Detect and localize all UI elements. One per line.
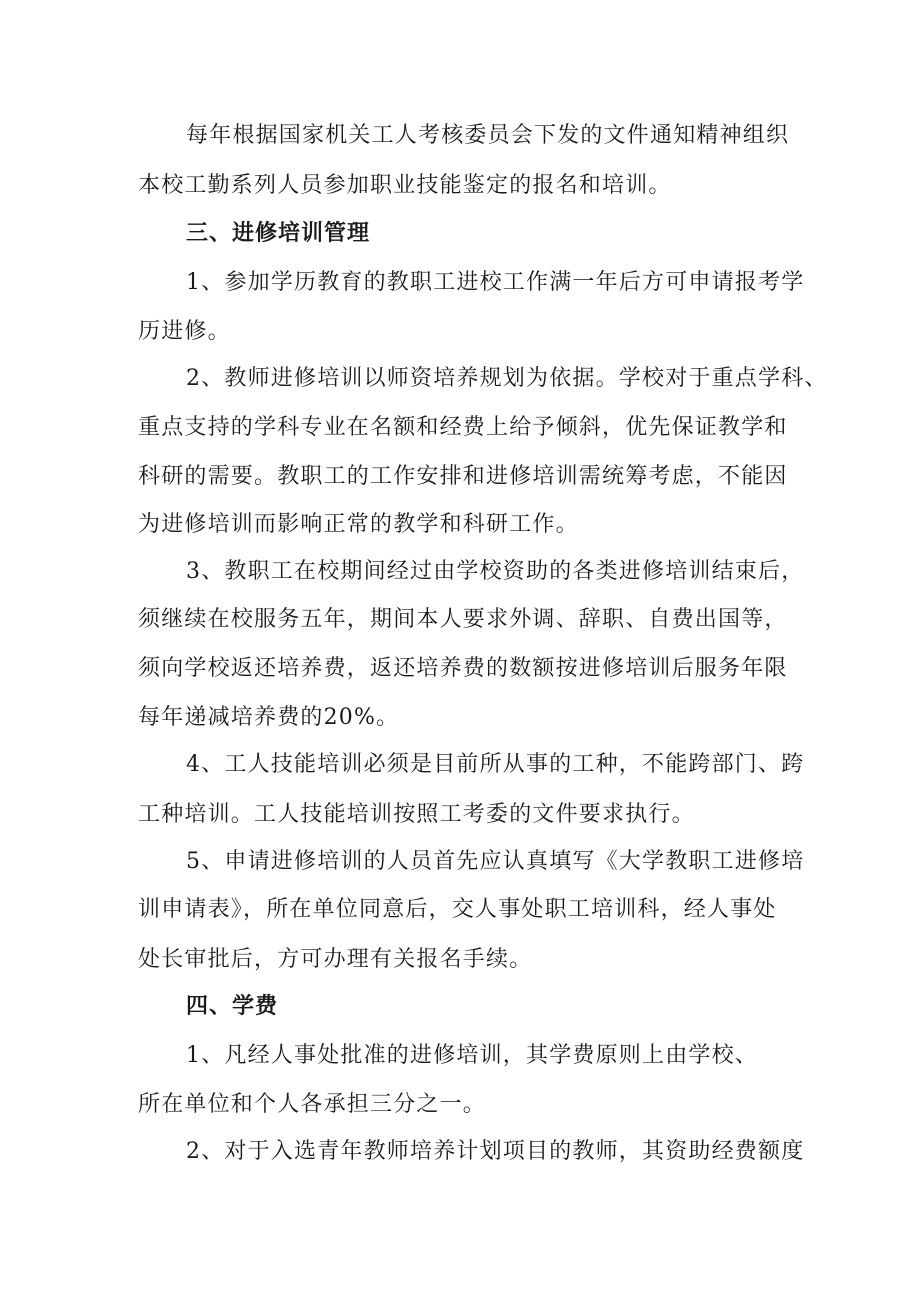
paragraph-line: 为进修培训而影响正常的教学和科研工作。 <box>138 512 579 537</box>
paragraph-line: 训申请表》，所在单位同意后，交人事处职工培训科，经人事处 <box>138 897 777 922</box>
paragraph-line: 科研的需要。教职工的工作安排和进修培训需统筹考虑，不能因 <box>138 464 788 489</box>
paragraph-line: 每年递减培养费的20%。 <box>138 705 400 730</box>
paragraph-line: 处长审批后，方可办理有关报名手续。 <box>138 947 533 972</box>
paragraph-line: 工种培训。工人技能培训按照工考委的文件要求执行。 <box>138 802 695 827</box>
paragraph-line: 1、凡经人事处批准的进修培训，其学费原则上由学校、 <box>186 1043 758 1068</box>
paragraph-line: 2、教师进修培训以师资培养规划为依据。学校对于重点学科、 <box>186 366 828 391</box>
paragraph-line: 须继续在校服务五年，期间本人要求外调、辞职、自费出国等， <box>138 607 788 632</box>
paragraph-line: 4、工人技能培训必须是目前所从事的工种，不能跨部门、跨 <box>186 752 805 777</box>
paragraph-line: 所在单位和个人各承担三分之一。 <box>138 1092 487 1117</box>
paragraph-line: 3、教职工在校期间经过由学校资助的各类进修培训结束后， <box>186 559 805 584</box>
paragraph-line: 1、参加学历教育的教职工进校工作满一年后方可申请报考学 <box>186 270 805 295</box>
paragraph-line: 每年根据国家机关工人考核委员会下发的文件通知精神组织 <box>186 123 790 148</box>
paragraph-line: 本校工勤系列人员参加职业技能鉴定的报名和培训。 <box>138 173 672 198</box>
paragraph-line: 2、对于入选青年教师培养计划项目的教师，其资助经费额度 <box>186 1139 805 1164</box>
paragraph-line: 历进修。 <box>138 319 231 344</box>
section-heading-training: 三、进修培训管理 <box>186 221 371 246</box>
paragraph-line: 须向学校返还培养费，返还培养费的数额按进修培训后服务年限 <box>138 656 788 681</box>
paragraph-line: 5、申请进修培训的人员首先应认真填写《大学教职工进修培 <box>186 849 805 874</box>
section-heading-fees: 四、学费 <box>186 994 279 1019</box>
paragraph-line: 重点支持的学科专业在名额和经费上给予倾斜，优先保证教学和 <box>138 415 788 440</box>
